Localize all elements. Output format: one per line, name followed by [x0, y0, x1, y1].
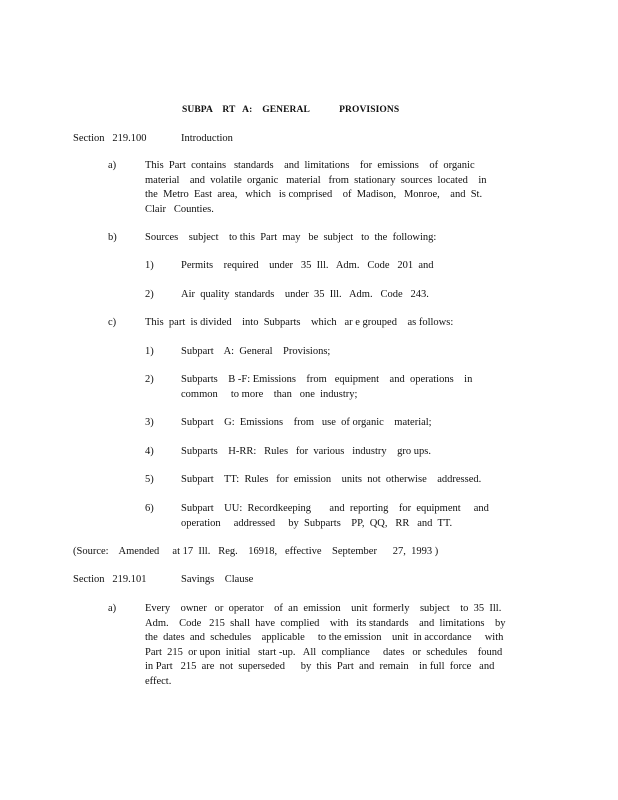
item-c-4-marker: 4) — [145, 446, 154, 457]
item-b-marker: b) — [108, 232, 117, 243]
item-c-6-line-2: operation addressed by Subparts PP, QQ, RR and TT. — [181, 517, 453, 529]
section-219-100-label: Section 219.100 — [73, 133, 147, 144]
savings-item-a-line-1: Every owner or operator of an emission unit formerly subject to 35 Ill. — [145, 603, 502, 614]
savings-item-a-line-4: Part 215 or upon initial start -up. All compliance dates or schedules found — [145, 646, 503, 658]
item-c-2-marker: 2) — [145, 374, 154, 385]
item-b-1-marker: 1) — [145, 260, 154, 271]
savings-item-a-line-5: in Part 215 are not superseded by this Part and remain in full force and — [145, 661, 495, 673]
item-c-text: This part is divided into Subparts which ar e grouped as follows: — [145, 317, 454, 328]
item-b-1-text: Permits required under 35 Ill. Adm. Code 201 and — [181, 260, 434, 271]
item-c-1-line-1: Subpart A: General Provisions; — [181, 346, 331, 357]
item-c-3-line-1: Subpart G: Emissions from use of organic material; — [181, 417, 432, 428]
item-c-marker: c) — [108, 317, 117, 328]
item-c-2-line-2: common to more than one industry; — [181, 388, 358, 400]
item-a-line-1: This Part contains standards and limitations for emissions of organic — [145, 160, 475, 171]
section-219-101-heading: Savings Clause — [181, 574, 254, 585]
subpart-title: SUBPA RT A: GENERAL PROVISIONS — [182, 105, 400, 115]
item-c-2-line-1: Subparts B -F: Emissions from equipment and operations in — [181, 374, 473, 385]
item-a-line-4: Clair Counties. — [145, 203, 214, 215]
savings-item-a-line-3: the dates and schedules applicable to the emission unit in accordance with — [145, 632, 504, 644]
item-c-4-line-1: Subparts H-RR: Rules for various industry gro ups. — [181, 446, 431, 457]
item-c-5-marker: 5) — [145, 474, 154, 485]
item-a-line-2: material and volatile organic material from stationary sources located in — [145, 174, 487, 186]
source-note: (Source: Amended at 17 Ill. Reg. 16918, effective September 27, 1993 ) — [73, 546, 439, 557]
section-219-101-label: Section 219.101 — [73, 574, 147, 585]
item-c-1-marker: 1) — [145, 346, 154, 357]
item-b-2-text: Air quality standards under 35 Ill. Adm. Code 243. — [181, 289, 429, 300]
item-c-5-line-1: Subpart TT: Rules for emission units not otherwise addressed. — [181, 474, 482, 485]
item-c-6-line-1: Subpart UU: Recordkeeping and reporting for equipment and — [181, 503, 489, 514]
section-219-100-heading: Introduction — [181, 133, 233, 144]
item-c-3-marker: 3) — [145, 417, 154, 428]
item-b-text: Sources subject to this Part may be subject to the following: — [145, 232, 437, 243]
savings-item-a-line-6: effect. — [145, 676, 172, 687]
savings-item-a-marker: a) — [108, 603, 117, 614]
item-a-marker: a) — [108, 160, 117, 171]
item-c-6-marker: 6) — [145, 503, 154, 514]
savings-item-a-line-2: Adm. Code 215 shall have complied with its standards and limitations by — [145, 617, 506, 629]
item-a-line-3: the Metro East area, which is comprised of Madison, Monroe, and St. — [145, 189, 483, 201]
item-b-2-marker: 2) — [145, 289, 154, 300]
